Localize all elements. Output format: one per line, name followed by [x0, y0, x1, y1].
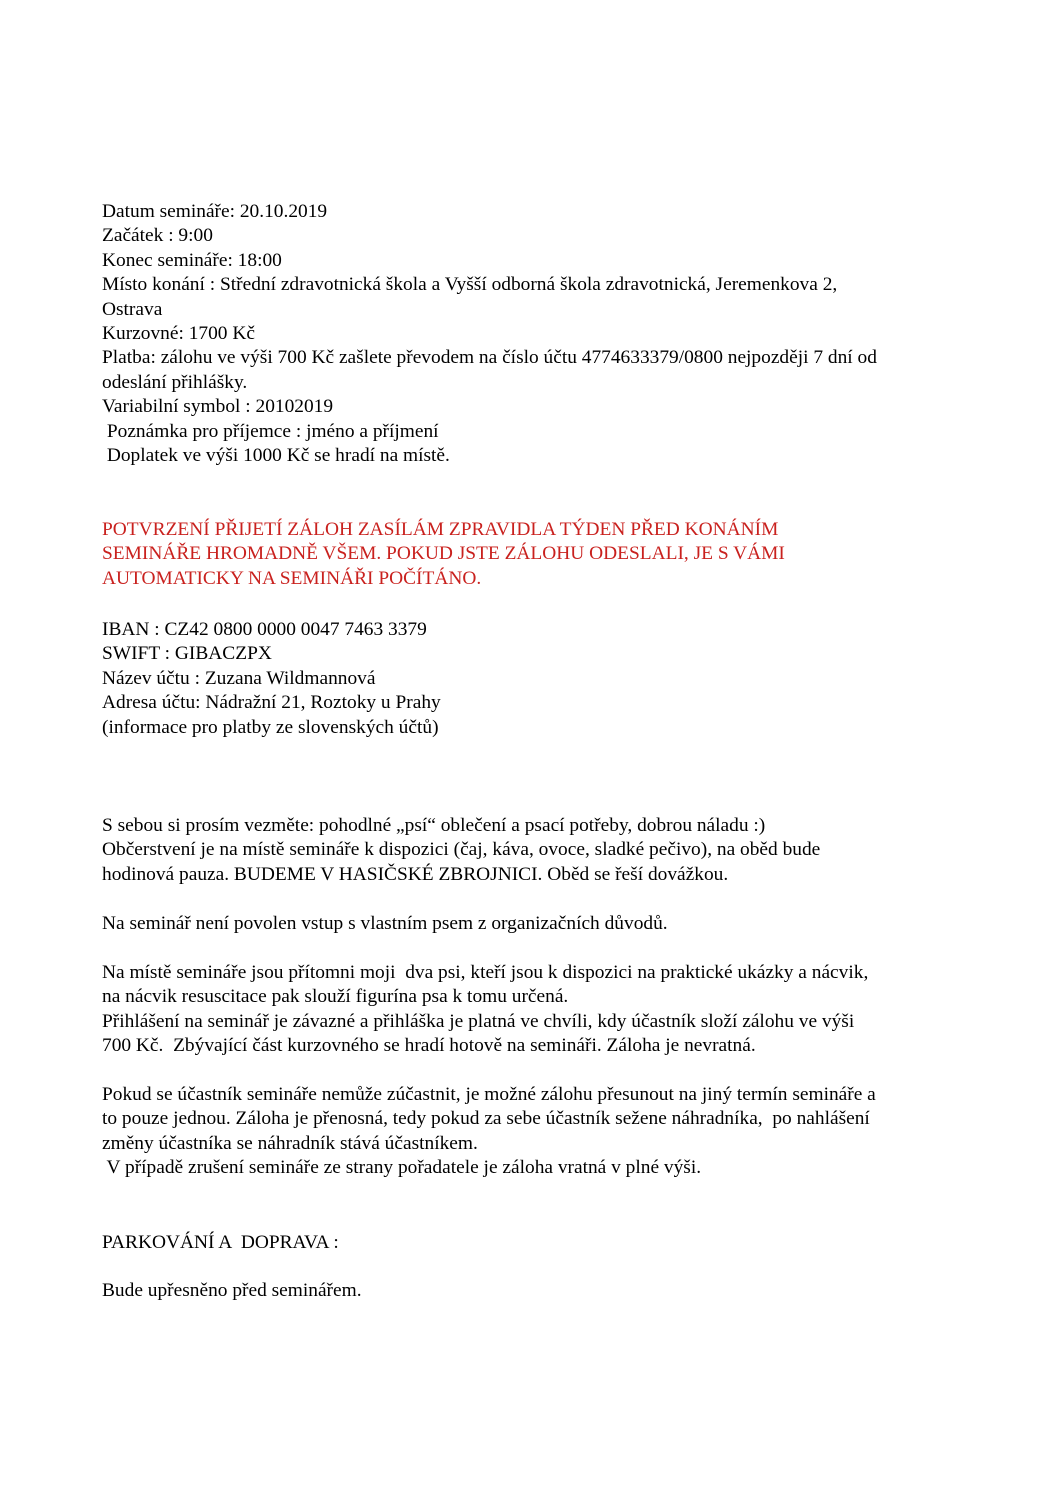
demo-line-1: Na místě semináře jsou přítomni moji dva psi, kteří jsou k dispozici na praktické ukázky a nácvik, [102, 962, 869, 983]
end-time: Konec semináře: 18:00 [102, 249, 282, 271]
venue-line-1: Místo konání : Střední zdravotnická škola a Vyšší odborná škola zdravotnická, Jeremenkova 2, [102, 274, 838, 296]
dogs-policy-line: Na seminář není povolen vstup s vlastním psem z organizačních důvodů. [102, 913, 668, 934]
parking-heading-block [102, 1231, 982, 1255]
bring-line-2: Občerstvení je na místě semináře k dispozici (čaj, káva, ovoce, sladké pečivo), na oběd bude [102, 839, 821, 861]
notice-line-2: SEMINÁŘE HROMADNĚ VŠEM. POKUD JSTE ZÁLOHU ODESLALI, JE S VÁMI [102, 543, 785, 565]
notice-line-3: AUTOMATICKY NA SEMINÁŘI POČÍTÁNO. [102, 567, 482, 589]
cancellation-line-2: to pouze jednou. Záloha je přenosná, tedy pokud za sebe účastník sežene náhradníka, po nahlášení [102, 1108, 870, 1130]
seminar-date: Datum semináře: 20.10.2019 [102, 201, 328, 222]
start-time: Začátek : 9:00 [102, 225, 213, 247]
cancellation-line-3: změny účastníka se náhradník stává účastníkem. [102, 1132, 478, 1154]
registration-line-1: Přihlášení na seminář je závazné a přihláška je platná ve chvíli, kdy účastník složí zálohu ve výši [102, 1010, 855, 1032]
cancellation-line-1: Pokud se účastník semináře nemůže zúčastnit, je možné zálohu přesunout na jiný termín semináře a [102, 1084, 876, 1105]
event-details-block [102, 200, 982, 468]
parking-heading: PARKOVÁNÍ A DOPRAVA : [102, 1232, 339, 1253]
deposit-notice-block [102, 518, 982, 591]
recipient-note: Poznámka pro příjemce : jméno a příjmení [102, 420, 439, 442]
registration-line-2: 700 Kč. Zbývající část kurzovného se hradí hotově na semináři. Záloha je nevratná. [102, 1035, 756, 1057]
bring-line-1: S sebou si prosím vezměte: pohodlné „psí“ oblečení a psací potřeby, dobrou náladu :) [102, 815, 766, 836]
slovak-payments-note: (informace pro platby ze slovenských účtů) [102, 716, 439, 738]
payment-line-2: odeslání přihlášky. [102, 371, 248, 393]
what-to-bring-block [102, 814, 982, 887]
parking-text: Bude upřesněno před seminářem. [102, 1280, 362, 1301]
dogs-policy-block [102, 912, 982, 936]
notice-line-1: POTVRZENÍ PŘIJETÍ ZÁLOH ZASÍLÁM ZPRAVIDLA TÝDEN PŘED KONÁNÍM [102, 519, 779, 540]
account-name: Název účtu : Zuzana Wildmannová [102, 667, 376, 689]
surcharge-note: Doplatek ve výši 1000 Kč se hradí na místě. [102, 444, 450, 466]
demo-registration-block [102, 961, 982, 1059]
parking-text-block [102, 1279, 982, 1303]
account-address: Adresa účtu: Nádražní 21, Roztoky u Prahy [102, 692, 441, 714]
cancellation-line-4: V případě zrušení semináře ze strany pořadatele je záloha vratná v plné výši. [102, 1157, 702, 1179]
demo-line-2: na nácvik resuscitace pak slouží figurína psa k tomu určená. [102, 986, 569, 1008]
swift: SWIFT : GIBACZPX [102, 643, 272, 665]
cancellation-block [102, 1083, 982, 1181]
venue-line-2: Ostrava [102, 298, 163, 320]
bank-details-block [102, 618, 982, 740]
bring-line-3: hodinová pauza. BUDEME V HASIČSKÉ ZBROJNICI. Oběd se řeší dovážkou. [102, 863, 729, 885]
course-fee: Kurzovné: 1700 Kč [102, 322, 255, 344]
variable-symbol: Variabilní symbol : 20102019 [102, 396, 334, 418]
iban: IBAN : CZ42 0800 0000 0047 7463 3379 [102, 619, 427, 640]
payment-line-1: Platba: zálohu ve výši 700 Kč zašlete převodem na číslo účtu 4774633379/0800 nejpozději 7 dní od [102, 347, 877, 369]
